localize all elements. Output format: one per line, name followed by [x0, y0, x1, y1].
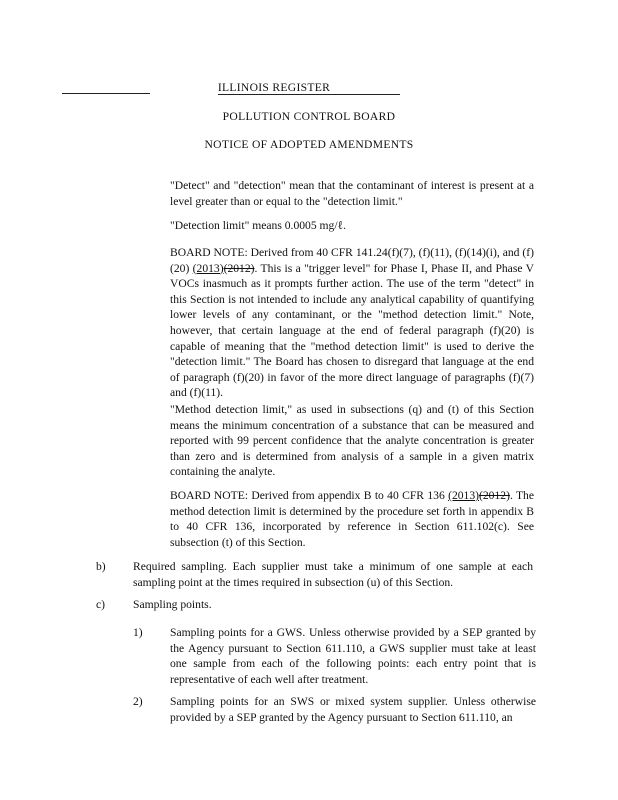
notice-title: NOTICE OF ADOPTED AMENDMENTS — [204, 138, 414, 151]
board-title: POLLUTION CONTROL BOARD — [222, 110, 396, 123]
board-note-2 — [170, 488, 534, 550]
board-note-1 — [170, 245, 534, 401]
board-note-2-deleted-year: (2012) — [479, 489, 510, 502]
board-note-2-text-b: . The method detection limit is determined by the procedure set forth in appendix B to 40 CFR 136, incorporated by reference in Section 611.102(c). See subsection (t) of this Section. — [170, 489, 534, 549]
section-b-label: b) — [96, 560, 106, 573]
board-note-2-added-year: (2013) — [448, 489, 480, 502]
detect-definition: "Detect" and "detection" mean that the contaminant of interest is present at a level greater than or equal to the "detection limit." — [170, 179, 534, 208]
board-note-1-text-a: BOARD NOTE: Derived from 40 CFR 141.24(f)(7), (f)(11), (f)(14)(i), and (f)(20) — [170, 246, 534, 275]
register-title-text: ILLINOIS REGISTER — [218, 81, 400, 95]
section-b-text: Required sampling. Each supplier must take a minimum of one sample at each sampling point at the times required in subsection (u) of this Section. — [133, 560, 533, 589]
section-c-label: c) — [96, 598, 106, 611]
board-note-1-added-year: (2013) — [192, 261, 224, 275]
section-c1-text: Sampling points for a GWS. Unless otherwise provided by a SEP granted by the Agency pursuant to Section 611.110, a GWS supplier must take at least one sample from each of the following points: each entry point that is representative of each well after treatment. — [170, 626, 536, 686]
section-c1-label: 1) — [133, 626, 143, 639]
board-note-2-text-a: BOARD NOTE: Derived from appendix B to 40 CFR 136 — [170, 489, 449, 502]
register-title — [0, 80, 618, 96]
section-c2-label: 2) — [133, 695, 143, 708]
board-note-1-text-b: . This is a "trigger level" for Phase I, Phase II, and Phase V VOCs inasmuch as it prompts further action. The use of the term "detect" in this Section is not intended to include any analytical capability of quantifying lower levels of any contaminant, or the "method detection limit." Note, however, that certain language at the end of federal paragraph (f)(20) is capable of meaning that the "method detection limit" is used to derive the "detection limit." The Board has chosen to disregard that language at the end of paragraph (f)(20) in favor of the more direct language of paragraphs (f)(7) and (f)(11). — [170, 261, 534, 400]
board-note-1-deleted-year: (2012) — [223, 261, 255, 275]
detection-limit-definition: "Detection limit" means 0.0005 mg/ℓ. — [170, 219, 347, 232]
section-c2-text: Sampling points for an SWS or mixed system supplier. Unless otherwise provided by a SEP granted by the Agency pursuant to Section 611.110, an — [170, 695, 536, 724]
method-detection-definition: "Method detection limit," as used in subsections (q) and (t) of this Section means the minimum concentration of a substance that can be measured and reported with 99 percent confidence that the analyte concentration is greater than zero and is determined from analysis of a sample in a given matrix containing the analyte. — [170, 403, 534, 479]
section-c-text: Sampling points. — [133, 598, 212, 611]
